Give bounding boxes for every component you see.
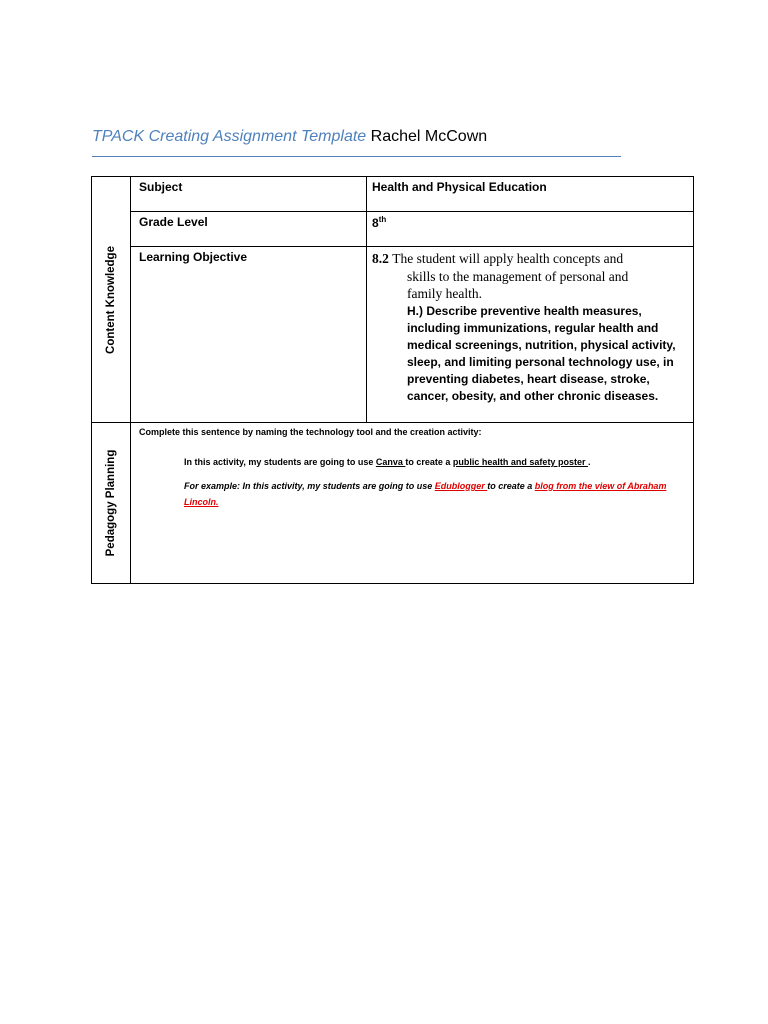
tpack-table: [91, 176, 694, 584]
subject-value: Health and Physical Education: [367, 177, 694, 212]
objective-value: [367, 247, 694, 423]
grade-value: 8: [372, 216, 379, 230]
subject-label: Subject: [131, 177, 367, 212]
answer-text-pre: In this activity, my students are going to use: [184, 457, 376, 467]
objective-label: Learning Objective: [131, 247, 367, 423]
content-knowledge-section: [92, 177, 131, 423]
pedagogy-prompt: Complete this sentence by naming the technology tool and the creation activity:: [139, 427, 482, 437]
template-title: TPACK Creating Assignment Template: [92, 128, 367, 145]
activity-sentence: [184, 456, 664, 469]
objective-code: 8.2: [372, 251, 389, 266]
pedagogy-content: [131, 423, 694, 584]
answer-text-end: .: [587, 457, 591, 467]
example-sentence: [184, 478, 674, 510]
pedagogy-row: [92, 423, 694, 584]
example-text-mid: to create a: [487, 481, 535, 491]
grade-label: Grade Level: [131, 212, 367, 247]
grade-suffix: th: [378, 215, 387, 224]
pedagogy-planning-label: Pedagogy Planning: [105, 449, 117, 557]
objective-substandard: H.) Describe preventive health measures, including immunizations, regular health and medical screenings, nutrition, physical activity, sleep, and limiting personal technology use, in preventing diabetes, heart disease, stroke, cancer, obesity, and other chronic diseases.: [407, 304, 676, 403]
grade-row: [92, 212, 694, 247]
objective-line-1: The student will apply health concepts and: [392, 251, 624, 266]
activity-blank: public health and safety poster: [452, 457, 588, 467]
example-text-pre: For example: In this activity, my students are going to use: [184, 481, 435, 491]
tool-blank: Canva: [375, 457, 406, 467]
grade-value-cell: [367, 212, 694, 247]
title-underline: [92, 156, 621, 157]
answer-text-mid: to create a: [405, 457, 453, 467]
example-activity: blog from the view of Abraham Lincoln.: [184, 481, 667, 507]
pedagogy-planning-section: [92, 423, 131, 584]
example-tool: Edublogger: [434, 481, 488, 491]
objective-line-3: family health.: [407, 286, 482, 301]
objective-row: [92, 247, 694, 423]
subject-row: [92, 177, 694, 212]
document-title: [92, 128, 487, 146]
content-knowledge-label: Content Knowledge: [105, 245, 117, 354]
objective-standard: [372, 250, 693, 302]
objective-line-2: skills to the management of personal and: [407, 269, 629, 284]
author-name: Rachel McCown: [370, 128, 488, 145]
